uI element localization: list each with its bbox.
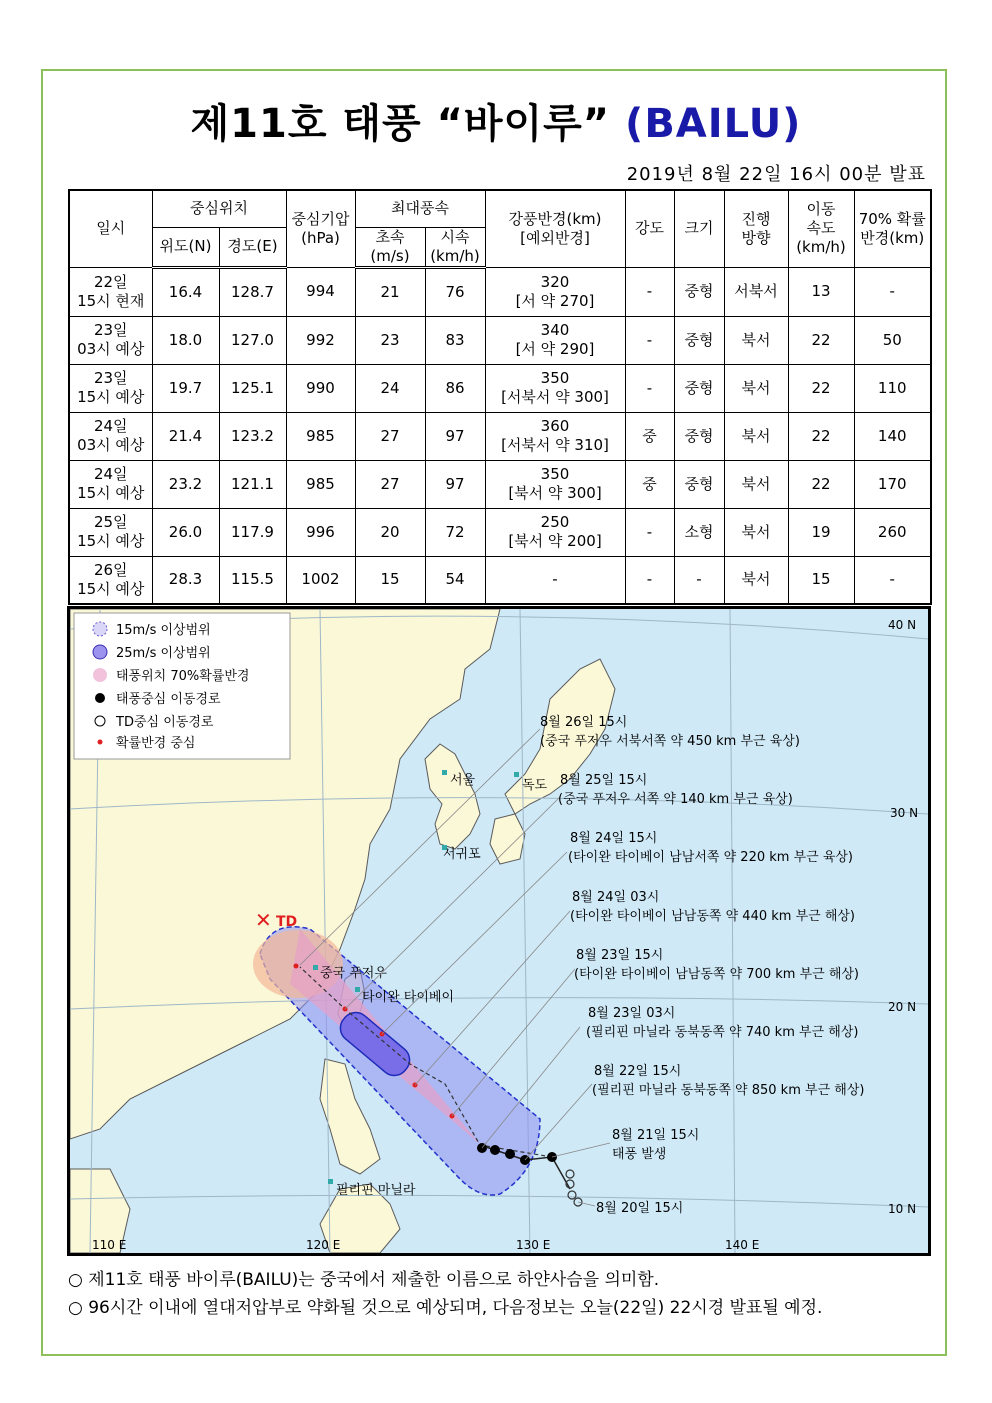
notes: [68, 1266, 822, 1322]
cell-radius: -: [485, 556, 625, 604]
cell-size: 중형: [674, 364, 724, 412]
label-fuzhou: 중국 푸저우: [320, 966, 387, 981]
cell-pressure: 992: [286, 316, 355, 364]
cell-kmh: 72: [425, 508, 485, 556]
td-label: TD: [276, 914, 298, 930]
annotation-3-title: 8월 24일 15시: [570, 831, 658, 846]
forecast-map: [67, 606, 931, 1256]
cell-radius: 360 [서북서 약 310]: [485, 412, 625, 460]
cell-direction: 북서: [724, 508, 788, 556]
header-lat: 위도(N): [152, 227, 219, 267]
cell-size: 중형: [674, 460, 724, 508]
annotation-1-title: 8월 26일 15시: [540, 715, 628, 730]
annotation-5-title: 8월 23일 15시: [576, 948, 664, 963]
cell-size: 소형: [674, 508, 724, 556]
storm-icon: [505, 1149, 515, 1159]
annotation-2-title: 8월 25일 15시: [560, 773, 648, 788]
cell-speed: 22: [788, 316, 854, 364]
cell-time: 25일 15시 예상: [69, 508, 152, 556]
table-row: [69, 556, 931, 604]
cell-speed: 15: [788, 556, 854, 604]
lon-label-130: 130 E: [516, 1238, 551, 1252]
cell-kmh: 76: [425, 267, 485, 316]
cell-pressure: 994: [286, 267, 355, 316]
cell-speed: 13: [788, 267, 854, 316]
lat-label-10: 10 N: [888, 1202, 917, 1216]
cell-pressure: 996: [286, 508, 355, 556]
annotation-8-title: 8월 21일 15시: [612, 1128, 700, 1143]
annotation-8-desc: 태풍 발생: [612, 1147, 667, 1162]
title-korean: 제11호 태풍 “바이루”: [190, 101, 611, 147]
header-pressure: 중심기압 (hPa): [286, 190, 355, 267]
cell-time: 23일 03시 예상: [69, 316, 152, 364]
legend-15ms-icon: [93, 622, 107, 636]
legend-item: 15m/s 이상범위: [116, 623, 211, 638]
legend-track-icon: [95, 693, 105, 703]
cell-size: 중형: [674, 267, 724, 316]
header-intensity: 강도: [625, 190, 674, 267]
table-row: [69, 412, 931, 460]
annotation-4-desc: (타이완 타이베이 남남동쪽 약 440 km 부근 해상): [570, 909, 856, 924]
header-time: 일시: [69, 190, 152, 267]
legend-item: TD중심 이동경로: [116, 715, 214, 730]
cell-kmh: 97: [425, 460, 485, 508]
table-row: [69, 508, 931, 556]
annotation-6-desc: (필리핀 마닐라 동북동쪽 약 740 km 부근 해상): [586, 1025, 859, 1040]
cell-lat: 26.0: [152, 508, 219, 556]
cell-radius: 340 [서 약 290]: [485, 316, 625, 364]
cell-intensity: -: [625, 316, 674, 364]
cell-pressure: 1002: [286, 556, 355, 604]
cell-direction: 북서: [724, 364, 788, 412]
cell-radius: 350 [서북서 약 300]: [485, 364, 625, 412]
cell-direction: 북서: [724, 412, 788, 460]
annotation-7-title: 8월 22일 15시: [594, 1064, 682, 1079]
annotation-3-desc: (타이완 타이베이 남남서쪽 약 220 km 부근 육상): [568, 850, 854, 865]
label-manila: 필리핀 마닐라: [336, 1183, 416, 1198]
cell-lat: 16.4: [152, 267, 219, 316]
table-row: [69, 267, 931, 316]
annotation-1-desc: (중국 푸저우 서북서쪽 약 450 km 부근 육상): [540, 734, 800, 749]
cell-lon: 128.7: [219, 267, 286, 316]
cell-kmh: 97: [425, 412, 485, 460]
td-icon: [568, 1191, 576, 1199]
lat-label-40: 40 N: [888, 618, 917, 632]
cell-lon: 121.1: [219, 460, 286, 508]
cell-speed: 22: [788, 460, 854, 508]
cell-ms: 24: [355, 364, 425, 412]
cell-intensity: -: [625, 508, 674, 556]
prob-center-dot: [294, 964, 299, 969]
legend-item: 태풍위치 70%확률반경: [116, 669, 250, 684]
header-prob: 70% 확률 반경(km): [854, 190, 931, 267]
cell-pressure: 985: [286, 412, 355, 460]
cell-ms: 27: [355, 412, 425, 460]
cell-speed: 22: [788, 364, 854, 412]
cell-lon: 117.9: [219, 508, 286, 556]
cell-ms: 21: [355, 267, 425, 316]
cell-direction: 북서: [724, 556, 788, 604]
annotation-2-desc: (중국 푸저우 서쪽 약 140 km 부근 육상): [558, 792, 793, 807]
cell-time: 26일 15시 예상: [69, 556, 152, 604]
cell-intensity: 중: [625, 460, 674, 508]
marker-taipei: [355, 987, 360, 992]
cell-direction: 북서: [724, 460, 788, 508]
label-seoul: 서울: [450, 773, 476, 788]
annotation-6-title: 8월 23일 03시: [588, 1006, 676, 1021]
cell-lat: 23.2: [152, 460, 219, 508]
cell-lon: 123.2: [219, 412, 286, 460]
cell-prob: 170: [854, 460, 931, 508]
cell-direction: 북서: [724, 316, 788, 364]
legend-item: 태풍중심 이동경로: [116, 692, 221, 707]
legend-item: 확률반경 중심: [116, 736, 196, 751]
cell-intensity: -: [625, 556, 674, 604]
label-dokdo: 독도: [522, 778, 548, 793]
label-taipei: 타이완 타이베이: [362, 990, 455, 1005]
legend: [74, 613, 290, 759]
cell-ms: 15: [355, 556, 425, 604]
cell-direction: 서북서: [724, 267, 788, 316]
header-radius: 강풍반경(km) [예외반경]: [485, 190, 625, 267]
legend-25ms-icon: [93, 645, 107, 659]
cell-time: 24일 15시 예상: [69, 460, 152, 508]
cell-intensity: 중: [625, 412, 674, 460]
cell-lat: 21.4: [152, 412, 219, 460]
cell-size: 중형: [674, 412, 724, 460]
cell-kmh: 54: [425, 556, 485, 604]
table-row: [69, 316, 931, 364]
cell-lat: 28.3: [152, 556, 219, 604]
header-direction: 진행 방향: [724, 190, 788, 267]
cell-radius: 350 [북서 약 300]: [485, 460, 625, 508]
cell-prob: -: [854, 267, 931, 316]
lat-label-20: 20 N: [888, 1000, 917, 1014]
legend-prob-icon: [93, 668, 107, 682]
legend-center-icon: [98, 740, 103, 745]
header-lon: 경도(E): [219, 227, 286, 267]
header-maxwind: 최대풍속: [355, 190, 485, 227]
table-body: [69, 267, 931, 604]
cell-lon: 127.0: [219, 316, 286, 364]
note-2: ○ 96시간 이내에 열대저압부로 약화될 것으로 예상되며, 다음정보는 오늘(22일) 22시경 발표될 예정.: [68, 1298, 823, 1318]
cell-speed: 19: [788, 508, 854, 556]
lat-label-30: 30 N: [890, 806, 919, 820]
cell-prob: 110: [854, 364, 931, 412]
map-svg: [70, 609, 928, 1253]
storm-icon: [490, 1145, 500, 1155]
annotation-5-desc: (타이완 타이베이 남남동쪽 약 700 km 부근 해상): [574, 967, 860, 982]
land-kyushu: [490, 814, 525, 864]
lon-label-120: 120 E: [306, 1238, 341, 1252]
cell-prob: 140: [854, 412, 931, 460]
cell-prob: -: [854, 556, 931, 604]
cell-lon: 125.1: [219, 364, 286, 412]
forecast-table: [68, 189, 932, 605]
cell-radius: 320 [서 약 270]: [485, 267, 625, 316]
header-ms: 초속 (m/s): [355, 227, 425, 267]
cell-lon: 115.5: [219, 556, 286, 604]
table-row: [69, 460, 931, 508]
cell-kmh: 83: [425, 316, 485, 364]
td-icon: [566, 1170, 574, 1178]
header-center: 중심위치: [152, 190, 286, 227]
cell-pressure: 985: [286, 460, 355, 508]
cell-prob: 50: [854, 316, 931, 364]
cell-lat: 18.0: [152, 316, 219, 364]
cell-size: -: [674, 556, 724, 604]
marker-fuzhou: [313, 965, 318, 970]
annotation-7-desc: (필리핀 마닐라 동북동쪽 약 850 km 부근 해상): [592, 1083, 865, 1098]
cell-time: 24일 03시 예상: [69, 412, 152, 460]
cell-time: 23일 15시 예상: [69, 364, 152, 412]
page-title: [0, 92, 992, 149]
cell-ms: 27: [355, 460, 425, 508]
cell-kmh: 86: [425, 364, 485, 412]
header-speed: 이동 속도 (km/h): [788, 190, 854, 267]
legend-item: 25m/s 이상범위: [116, 646, 211, 661]
header-kmh: 시속 (km/h): [425, 227, 485, 267]
cell-ms: 20: [355, 508, 425, 556]
cell-lat: 19.7: [152, 364, 219, 412]
header-size: 크기: [674, 190, 724, 267]
issued-time: 2019년 8월 22일 16시 00분 발표: [626, 164, 926, 185]
marker-dokdo: [514, 772, 519, 777]
cell-prob: 260: [854, 508, 931, 556]
cell-speed: 22: [788, 412, 854, 460]
cell-time: 22일 15시 현재: [69, 267, 152, 316]
annotation-4-title: 8월 24일 03시: [572, 890, 660, 905]
marker-seoul: [442, 770, 447, 775]
cell-intensity: -: [625, 267, 674, 316]
marker-manila: [328, 1179, 333, 1184]
cell-intensity: -: [625, 364, 674, 412]
lon-label-110: 110 E: [92, 1238, 127, 1252]
title-english: (BAILU): [625, 101, 802, 147]
cell-ms: 23: [355, 316, 425, 364]
cell-size: 중형: [674, 316, 724, 364]
annotation-9-title: 8월 20일 15시: [596, 1201, 684, 1216]
td-x-icon: ✕: [255, 908, 272, 932]
cell-pressure: 990: [286, 364, 355, 412]
cell-radius: 250 [북서 약 200]: [485, 508, 625, 556]
label-seogwipo: 서귀포: [443, 847, 481, 862]
table-row: [69, 364, 931, 412]
lon-label-140: 140 E: [725, 1238, 760, 1252]
note-1: ○ 제11호 태풍 바이루(BAILU)는 중국에서 제출한 이름으로 하얀사슴을 의미함.: [68, 1270, 660, 1290]
